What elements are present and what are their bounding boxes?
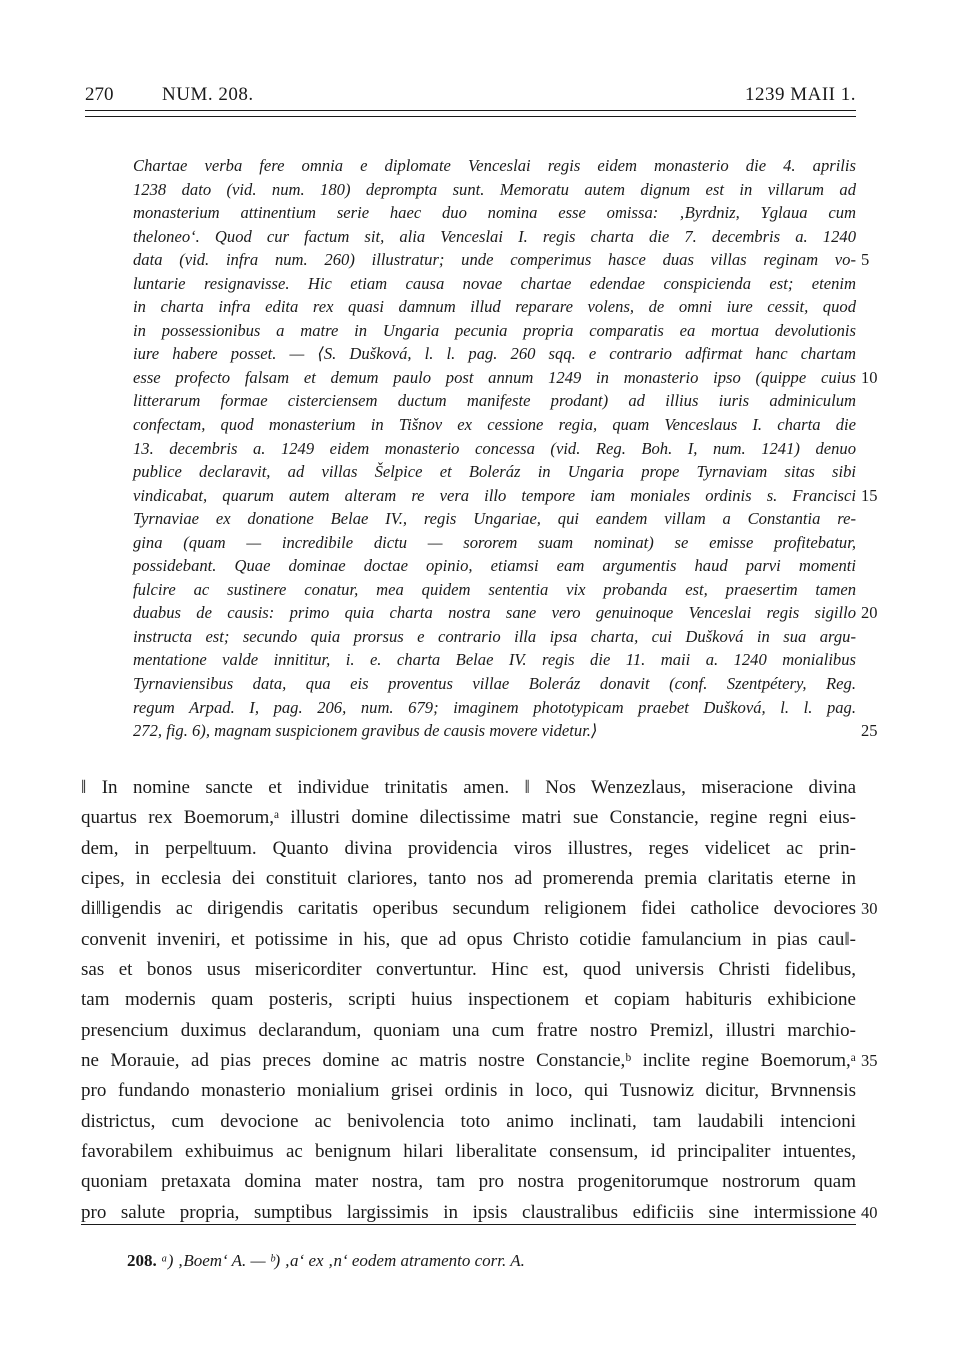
note-line: esse profecto falsam et demum paulo post annum 1249 in monasterio ipso (quippe cuius bbox=[133, 367, 856, 387]
note-line: litterarum formae cisterciensem ductum manifeste prodant) ad illius iuris adminiculum bbox=[133, 391, 856, 411]
text-line: ‖ In nomine sancte et individue trinitatis amen. ‖ Nos Wenzezlaus, miseracione divina bbox=[81, 777, 856, 798]
text-line: pro salute propria, sumptibus largissimis in ipsis claustralibus edificiis sine intermissione bbox=[81, 1201, 856, 1223]
note-line: in charta infra edita rex quasi damnum illud reparare volens, de omni iure cessit, quod bbox=[133, 297, 856, 317]
charter-text bbox=[81, 773, 856, 1228]
text-line: quartus rex Boemorum,ᵃ illustri domine dilectissime matri sue Constancie, regine regni eius- bbox=[81, 807, 856, 829]
note-line: gina (quam — incredibile dictu — sororem suam nominat) se emisse profitebatur, bbox=[133, 532, 856, 552]
text-line: cipes, in ecclesia dei constituit clariores, tanto nos ad promerenda premia claritatis eterne in bbox=[81, 868, 856, 890]
running-header bbox=[85, 84, 856, 108]
footnote-text: ᵃ) ‚Boem‘ A. — ᵇ) ‚a‘ ex ‚n‘ eodem atramento corr. A. bbox=[161, 1251, 525, 1270]
text-line: ne Morauie, ad pias preces domine ac matris nostre Constancie,ᵇ inclite regine Boemorum,ᵃ bbox=[81, 1050, 856, 1072]
line-number: 10 bbox=[861, 367, 878, 387]
header-rule-thin bbox=[85, 116, 856, 117]
note-line: luntarie resignavisse. Hic etiam causa novae chartae edendae conspicienda est; etenim bbox=[133, 273, 856, 293]
footnote-ref: 208. bbox=[127, 1251, 157, 1270]
note-line: Chartae verba fere omnia e diplomate Venceslai regis eidem monasterio die 4. aprilis bbox=[133, 156, 856, 175]
line-number: 25 bbox=[861, 721, 878, 741]
note-line: Tyrnaviae ex donatione Belae IV., regis Ungariae, qui eandem villam a Constantia re- bbox=[133, 509, 856, 529]
text-line: dem, in perpe‖tuum. Quanto divina providencia viros illustres, reges videlicet ac prin- bbox=[81, 837, 856, 859]
note-line: possidebant. Quae dominae doctae opinio, etiamsi eam argumentis haud parvi momenti bbox=[133, 556, 856, 576]
note-line: duabus de causis: primo quia charta nostra sane vero genuinoque Venceslai regis sigillo bbox=[133, 603, 856, 623]
note-line: publice declaravit, ad villas Šelpice et Boleráz in Ungaria prope Tyrnaviam sitas sibi bbox=[133, 462, 856, 482]
line-number: 15 bbox=[861, 485, 878, 505]
note-line: 272, fig. 6), magnam suspicionem gravibus de causis movere videtur.⟩ bbox=[133, 721, 598, 741]
footnote bbox=[127, 1251, 525, 1271]
text-line: presencium duximus declarandum, quoniam una cum fratre nostro Premizl, illustri marchio- bbox=[81, 1019, 856, 1041]
line-number: 30 bbox=[861, 899, 878, 919]
text-line: quoniam pretaxata domina mater nostra, tam pro nostra progenitorumque nostrorum quam bbox=[81, 1171, 856, 1193]
line-number: 40 bbox=[861, 1202, 878, 1222]
text-line: convenit inveniri, et potissime in his, que ad opus Christo cotidie famulancium in pias cau‖- bbox=[81, 928, 856, 950]
note-line: 1238 dato (vid. num. 180) deprompta sunt. Memoratu autem dignum est in villarum ad bbox=[133, 179, 856, 199]
note-line: confectam, quod monasterium in Tišnov ex cessione regia, quam Venceslaus I. charta die bbox=[133, 415, 856, 435]
note-line: in possessionibus a matre in Ungaria pecunia propria comparatis ea mortua devolutionis bbox=[133, 320, 856, 340]
note-line: Tyrnaviensibus data, qua eis proventus villae Boleráz donavit (conf. Szentpétery, Reg. bbox=[133, 674, 856, 694]
footnote-rule bbox=[81, 1224, 856, 1225]
line-number: 20 bbox=[861, 603, 878, 623]
text-line: sas et bonos usus misericorditer convertuntur. Hinc est, quod universis Christi fidelibus, bbox=[81, 959, 856, 981]
page-number: 270 bbox=[85, 84, 114, 105]
note-line: iure habere posset. — ⟨S. Dušková, l. l. pag. 260 sqq. e contrario adfirmat hanc chartam bbox=[133, 344, 856, 364]
text-line: districtus, cum devocione ac benivolencia toto animo inclinati, tam laudabili intencioni bbox=[81, 1110, 856, 1132]
text-line: pro fundando monasterio monialium grisei ordinis in loco, qui Tusnowiz dicitur, Brvnnensis bbox=[81, 1080, 856, 1102]
note-line: regum Arpad. I, pag. 206, num. 679; imaginem phototypicam praebet Dušková, l. l. pag. bbox=[133, 697, 856, 717]
header-rule bbox=[85, 110, 856, 111]
line-number: 5 bbox=[861, 250, 870, 270]
note-line: fulcire ac sustinere conatur, mea quidem sententia vix probanda est, praesertim tamen bbox=[133, 579, 856, 599]
note-line: theloneo‘. Quod cur factum sit, alia Venceslai I. regis charta die 7. decembris a. 1240 bbox=[133, 226, 856, 246]
document-number: NUM. 208. bbox=[162, 84, 254, 105]
line-number: 35 bbox=[861, 1051, 878, 1071]
note-line: data (vid. infra num. 260) illustratur; unde comperimus hasce duas villas reginam vo- bbox=[133, 250, 856, 270]
text-line: favorabilem exhibuimus ac benignum hilari liberalitate consensum, id principaliter intuentes, bbox=[81, 1141, 856, 1163]
document-date: 1239 MAII 1. bbox=[744, 84, 856, 105]
text-line: di‖ligendis ac dirigendis caritatis operibus secundum religionem fidei catholice devociores bbox=[81, 898, 856, 920]
note-line: monasterium attinentium serie haec duo nomina esse omissa: ‚Byrdniz, Yglaua cum bbox=[133, 203, 856, 223]
note-line: 13. decembris a. 1249 eidem monasterio concessa (vid. Reg. Boh. I, num. 1241) denuo bbox=[133, 438, 856, 458]
note-line: mentatione valde innititur, i. e. charta Belae IV. regis die 11. maii a. 1240 monialibus bbox=[133, 650, 856, 670]
note-line: instructa est; secundo quia prorsus e contrario illa ipsa charta, cui Dušková in sua argu- bbox=[133, 626, 856, 646]
editorial-note bbox=[133, 154, 856, 743]
text-line: tam modernis quam posteris, scripti huius inspectionem et copiam habituris exhibicione bbox=[81, 989, 856, 1011]
note-line: vindicabat, quarum autem alteram re vera illo tempore iam moniales ordinis s. Francisci bbox=[133, 485, 856, 505]
